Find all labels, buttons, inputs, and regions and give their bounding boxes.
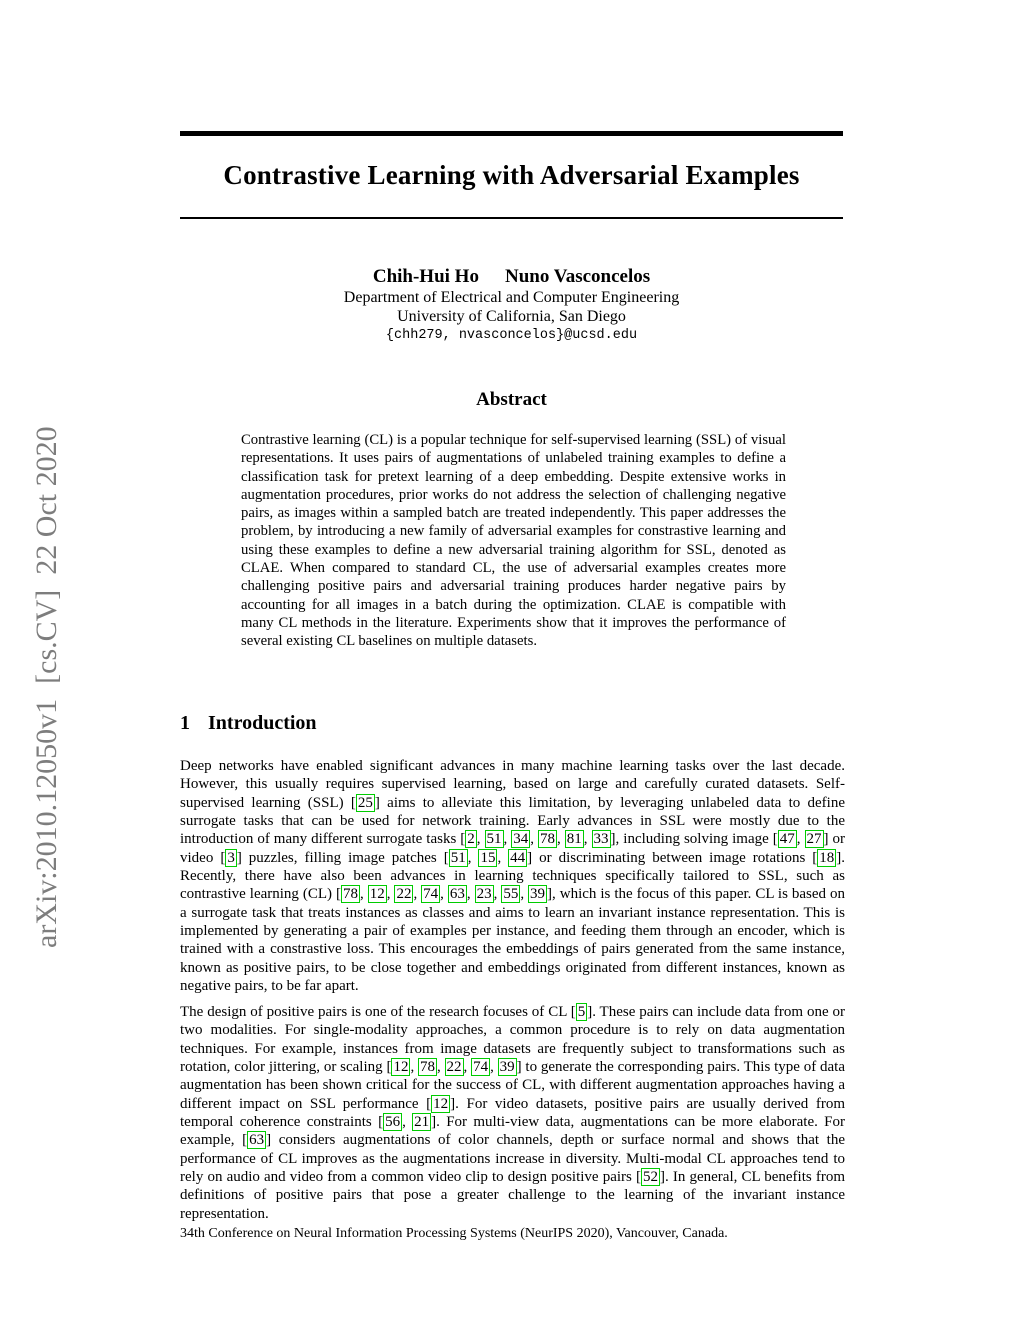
citation-link[interactable]: 27 <box>806 831 822 848</box>
abstract-body: Contrastive learning (CL) is a popular technique for self-supervised learning (SSL) of visual representations. It uses pairs of augmentations of unlabeled training examples to define a classification task for pretext learning of a deep embedding. Despite extensive works in augmentation procedures, prior works do not address the selection of challenging negative pairs, as images within a sampled batch are treated independently. This paper addresses the problem, by introducing a new family of adversarial examples for constrastive learning and using these examples to define a new adversarial training algorithm for SSL, denoted as CLAE. When compared to standard CL, the use of adversarial examples creates more challenging positive pairs and adversarial training produces harder negative pairs by accounting for all images in a batch during the optimization. CLAE is compatible with many CL methods in the literature. Experiments show that it improves the performance of several existing CL baselines on multiple datasets. <box>241 432 786 650</box>
citation-link[interactable]: 15 <box>480 849 496 866</box>
citation-group: [ 56 , 21 ] <box>378 1114 437 1131</box>
citation-link[interactable]: 2 <box>467 831 475 848</box>
citation-link[interactable]: 5 <box>577 1004 586 1020</box>
citation-link[interactable]: 25 <box>357 794 373 811</box>
citation-link[interactable]: 39 <box>530 886 546 903</box>
abstract-heading: Abstract <box>476 389 547 410</box>
citation-group: [ 52 ] <box>635 1169 665 1186</box>
citation-link[interactable]: 39 <box>499 1059 515 1076</box>
citation-group: [ 51 , 15 , 44 ] <box>443 849 533 866</box>
citation-link[interactable]: 21 <box>414 1114 430 1131</box>
author-name-1: Chih-Hui Ho <box>372 266 479 287</box>
author-university: University of California, San Diego <box>397 308 626 325</box>
citation-group: [ 3 ] <box>220 849 242 866</box>
citation-link[interactable]: 47 <box>779 831 795 848</box>
citation-link[interactable]: 63 <box>449 886 465 903</box>
citation-link[interactable]: 34 <box>513 831 529 848</box>
citation-link[interactable]: 74 <box>423 886 439 903</box>
section-number: 1 <box>180 712 190 734</box>
citation-group: [ 2 , 51 , 34 , 78 , 81 , 33 ] <box>460 831 616 848</box>
citation-link[interactable]: 18 <box>819 849 835 866</box>
citation-link[interactable]: 78 <box>419 1059 435 1076</box>
citation-link[interactable]: 3 <box>227 849 235 866</box>
intro-paragraph-2: The design of positive pairs is one of the research focuses of CL [ 5 ]. These pairs can include data from one or two modalities. For single-modality approaches, a common procedure is to rely on data augmentation techniques. For example, instances from image datasets are frequently subject to transformations such as rotation, color jittering, or scaling [ 12 , 78 , 22 , 74 , 39 ] to generate the corresponding pairs. This type of data augmentation has been shown critical for the success of CL, with different augmentation approaches having a different impact on SSL performance [ 12 ]. For video datasets, positive pairs are usually derived from temporal coherence constraints [ 56 , 21 ]. For multi-view data, augmentations can be more elaborate. For example, [ 63 ] considers augmentations of color channels, depth or surface normal and shows that the performance of CL improves as the augmentations increase in diversity. Multi-modal CL approaches tend to rely on audio and video from a common video clip to design positive pairs [ 52 ]. In general, CL benefits from definitions of positive pairs that pose a greater challenge to the learning of the invariant instance representation. <box>180 1004 846 1222</box>
section-heading-introduction <box>180 712 317 735</box>
citation-link[interactable]: 22 <box>396 886 412 903</box>
author-names-line <box>180 266 843 288</box>
citation-link[interactable]: 12 <box>393 1059 409 1076</box>
citation-link[interactable]: 51 <box>450 849 466 866</box>
citation-link[interactable]: 78 <box>540 831 556 848</box>
citation-link[interactable]: 56 <box>385 1114 401 1131</box>
conference-footnote: 34th Conference on Neural Information Processing Systems (NeurIPS 2020), Vancouver, Canada. <box>180 1226 728 1241</box>
arxiv-watermark: arXiv:2010.12050v1 [cs.CV] 22 Oct 2020 <box>30 426 63 948</box>
citation-group: [ 12 , 78 , 22 , 74 , 39 ] <box>386 1059 522 1076</box>
intro-paragraph-1: Deep networks have enabled significant advances in many machine learning tasks over the last decade. However, this usually requires supervised learning, based on large and carefully curated datasets. Self-supervised learning (SSL) [ 25 ] aims to alleviate this limitation, by leveraging unlabeled data to define surrogate tasks that can be used for network training. Early advances in SSL were mostly due to the introduction of many different surrogate tasks [ 2 , 51 , 34 , 78 , 81 , 33 ], including solving image [ 47 , 27 ] or video [ 3 ] puzzles, filling image patches [ 51 , 15 , 44 ] or discriminating between image rotations [ 18 ]. Recently, there have also been advances in learning techniques specifically tailored to SSL, such as contrastive learning (CL) [ 78 , 12 , 22 , 74 , 63 , 23 , 55 , 39 ], which is the focus of this paper. CL is based on a surrogate task that treats instances as classes and aims to learn an invariant instance representation. This is implemented by generating a pair of examples per instance, and feeding them through an encoder, which is trained with a constrastive loss. This encourages the embeddings of pairs generated from the same instance, known as positive pairs, to be close together and embeddings originated from different instances, known as negative pairs, to be far apart. <box>180 758 846 995</box>
citation-link[interactable]: 55 <box>503 886 519 903</box>
citation-group: [ 47 , 27 ] <box>772 831 829 848</box>
citation-link[interactable]: 52 <box>642 1169 658 1186</box>
title-rule-top <box>180 131 843 136</box>
citation-link[interactable]: 33 <box>593 831 609 848</box>
citation-group: [ 78 , 12 , 22 , 74 , 63 , 23 , 55 , 39 ] <box>336 886 553 903</box>
citation-link[interactable]: 78 <box>343 886 358 903</box>
citation-group: [ 5 ] <box>570 1004 593 1020</box>
citation-link[interactable]: 44 <box>510 849 526 866</box>
citation-group: [ 18 ] <box>812 849 842 866</box>
author-department: Department of Electrical and Computer Engineering <box>343 289 680 306</box>
citation-link[interactable]: 22 <box>446 1059 462 1076</box>
citation-link[interactable]: 81 <box>566 831 582 848</box>
paper-content-column <box>180 0 845 1325</box>
author-emails: {chh279, nvasconcelos}@ucsd.edu <box>385 328 638 343</box>
citation-group: [ 63 ] <box>242 1132 272 1149</box>
author-name-2: Nuno Vasconcelos <box>504 266 651 287</box>
paper-title: Contrastive Learning with Adversarial Examples <box>223 160 800 190</box>
section-title: Introduction <box>208 712 317 734</box>
citation-link[interactable]: 63 <box>249 1132 265 1149</box>
citation-group: [ 12 ] <box>426 1095 456 1112</box>
citation-link[interactable]: 23 <box>476 886 492 903</box>
citation-link[interactable]: 51 <box>486 831 502 848</box>
citation-link[interactable]: 12 <box>433 1095 449 1112</box>
citation-link[interactable]: 12 <box>369 886 385 903</box>
title-rule-bottom <box>180 217 843 219</box>
citation-link[interactable]: 74 <box>473 1059 489 1076</box>
citation-group: [ 25 ] <box>350 794 380 811</box>
author-block <box>180 266 843 345</box>
